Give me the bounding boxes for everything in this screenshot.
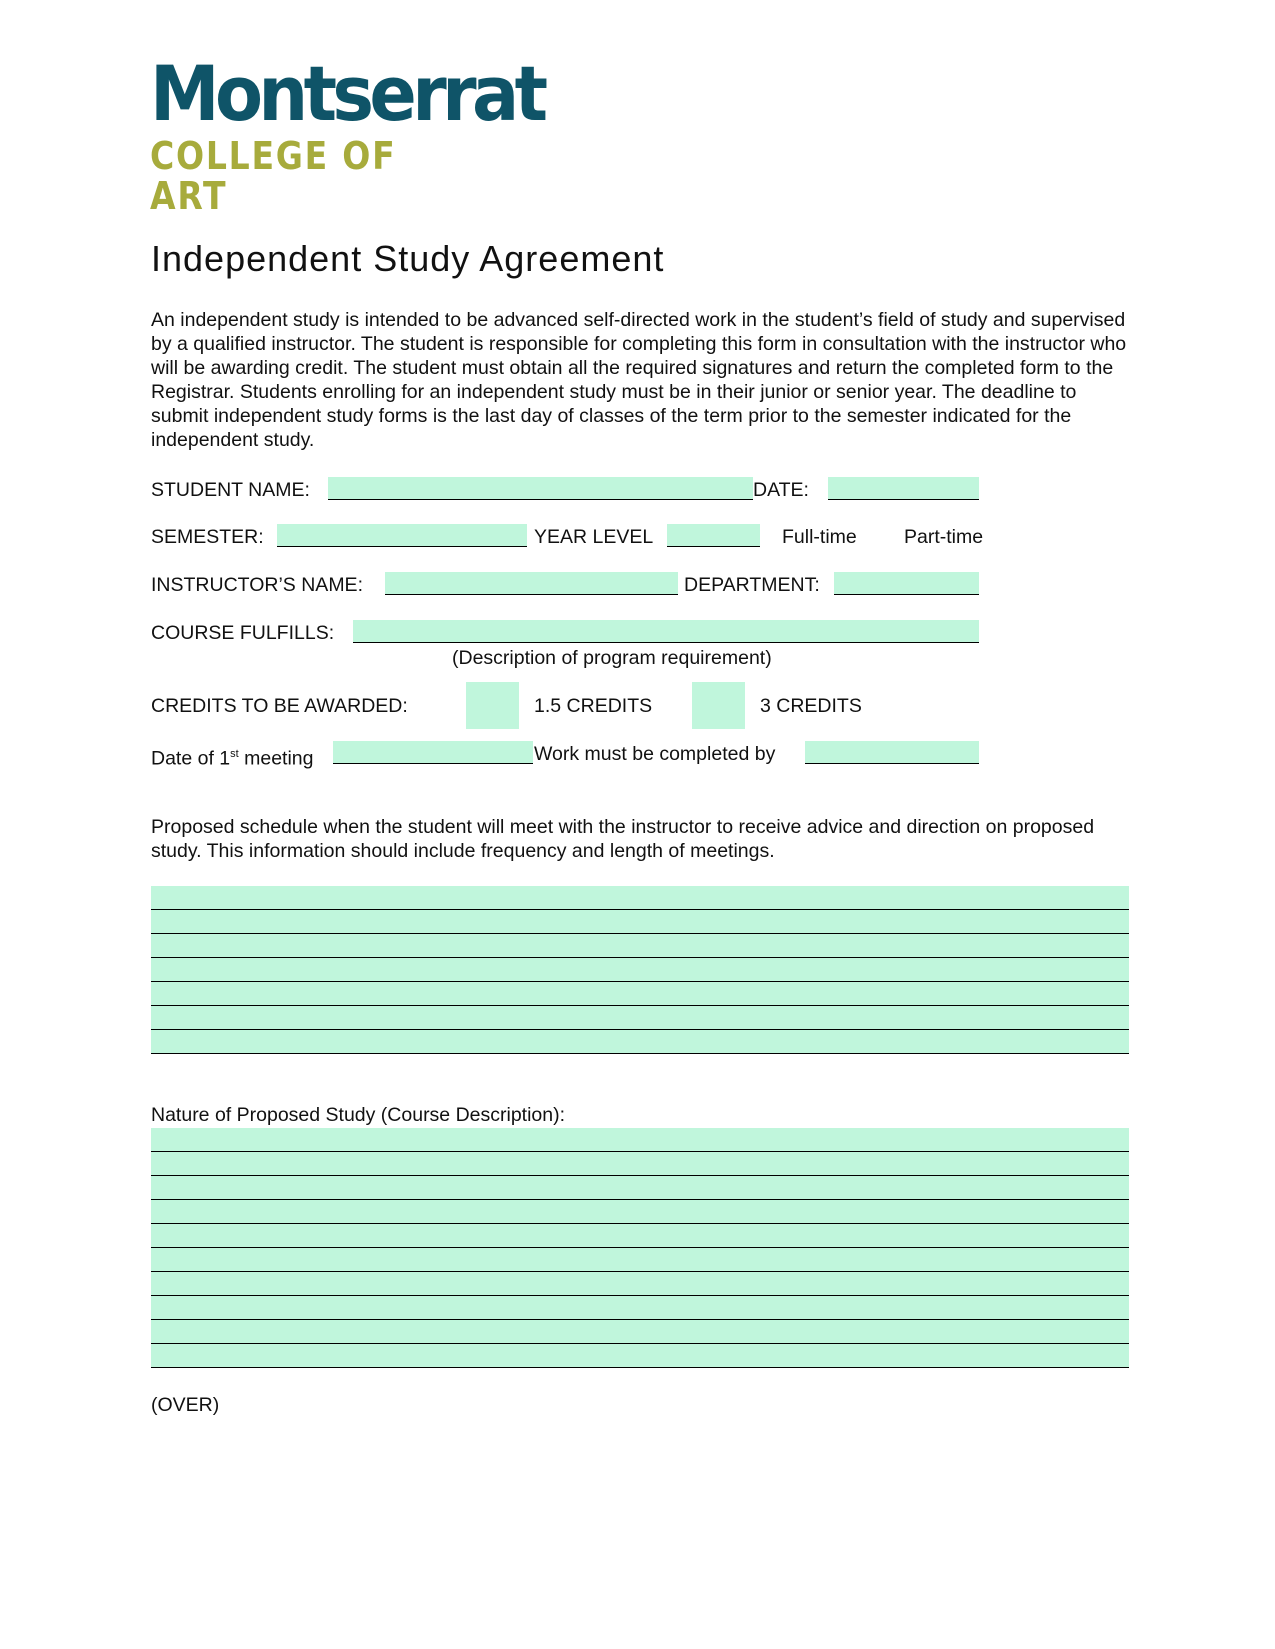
schedule-line[interactable]: [151, 886, 1129, 910]
full-time-option[interactable]: Full-time: [782, 526, 857, 548]
over-note: (OVER): [151, 1394, 220, 1416]
schedule-line[interactable]: [151, 934, 1129, 958]
course-fulfills-field[interactable]: [353, 620, 979, 643]
completed-by-field[interactable]: [805, 741, 979, 764]
nature-line[interactable]: [151, 1344, 1129, 1368]
nature-line[interactable]: [151, 1152, 1129, 1176]
credits-3-checkbox[interactable]: [692, 682, 745, 729]
credits-label: CREDITS TO BE AWARDED:: [151, 695, 408, 717]
part-time-option[interactable]: Part-time: [904, 526, 984, 548]
instructor-name-field[interactable]: [385, 572, 678, 595]
nature-line[interactable]: [151, 1296, 1129, 1320]
completed-by-label: Work must be completed by: [534, 743, 776, 765]
student-name-label: STUDENT NAME:: [151, 479, 310, 501]
logo-subtitle: COLLEGE OF ART: [150, 134, 397, 218]
intro-paragraph: An independent study is intended to be advanced self-directed work in the student’s field of study and supervised by a qualified instructor. The student is responsible for completing this form in consultation with the instructor who will be awarding credit. The student must obtain all the required signatures and return the completed form to the Registrar. Students enrolling for an independent study must be in their junior or senior year. The deadline to submit independent study forms is the last day of classes of the term prior to the semester indicated for the independent study.: [151, 309, 1127, 451]
nature-line[interactable]: [151, 1128, 1129, 1152]
schedule-line[interactable]: [151, 1006, 1129, 1030]
semester-field[interactable]: [277, 524, 527, 547]
college-logo: [150, 49, 544, 218]
first-meeting-field[interactable]: [333, 741, 533, 764]
nature-line[interactable]: [151, 1200, 1129, 1224]
year-level-label: YEAR LEVEL: [534, 526, 654, 548]
credits-3-label: 3 CREDITS: [760, 695, 862, 717]
department-field[interactable]: [834, 572, 979, 595]
schedule-text-area[interactable]: [151, 886, 1129, 1054]
date-field[interactable]: [828, 477, 979, 500]
student-name-field[interactable]: [328, 477, 753, 500]
page-title: Independent Study Agreement: [151, 238, 665, 279]
year-level-field[interactable]: [667, 524, 760, 547]
schedule-line[interactable]: [151, 910, 1129, 934]
credits-1-5-label: 1.5 CREDITS: [534, 695, 653, 717]
department-label: DEPARTMENT:: [684, 574, 820, 596]
nature-line[interactable]: [151, 1176, 1129, 1200]
schedule-line[interactable]: [151, 958, 1129, 982]
nature-line[interactable]: [151, 1248, 1129, 1272]
nature-line[interactable]: [151, 1272, 1129, 1296]
instructor-name-label: INSTRUCTOR’S NAME:: [151, 574, 363, 596]
nature-line[interactable]: [151, 1224, 1129, 1248]
date-label: DATE:: [753, 479, 809, 501]
logo-name: Montserrat: [150, 49, 544, 138]
semester-label: SEMESTER:: [151, 526, 264, 548]
schedule-prompt: Proposed schedule when the student will meet with the instructor to receive advice and direction on proposed study. This information should include frequency and length of meetings.: [151, 816, 1095, 862]
credits-1-5-checkbox[interactable]: [466, 682, 519, 729]
nature-text-area[interactable]: [151, 1128, 1129, 1368]
schedule-line[interactable]: [151, 1030, 1129, 1054]
nature-prompt: Nature of Proposed Study (Course Description):: [151, 1104, 566, 1126]
schedule-line[interactable]: [151, 982, 1129, 1006]
nature-line[interactable]: [151, 1320, 1129, 1344]
course-fulfills-label: COURSE FULFILLS:: [151, 622, 335, 644]
first-meeting-label: Date of 1st meeting: [151, 747, 314, 770]
course-fulfills-hint: (Description of program requirement): [452, 647, 772, 669]
